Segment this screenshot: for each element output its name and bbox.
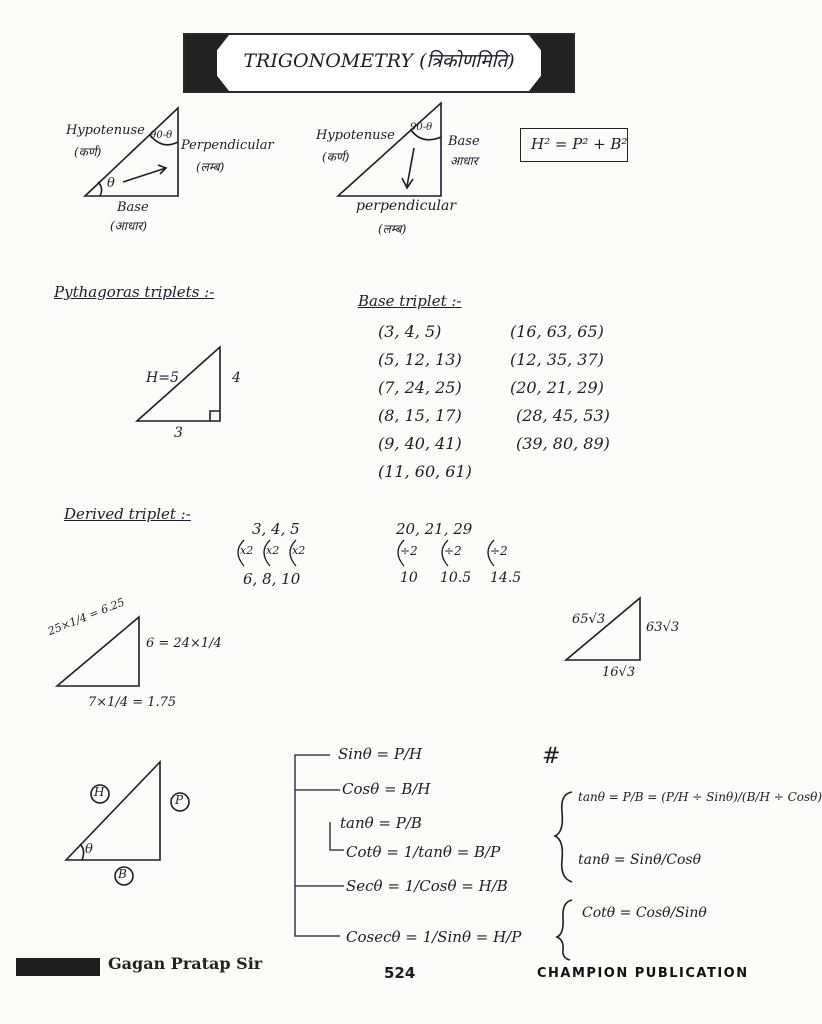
ratio-sec: Secθ = 1/Cosθ = H/B [346, 877, 508, 895]
triangle-2 [338, 103, 441, 196]
tri2-perpendicular-label: perpendicular [356, 198, 457, 214]
pythagoras-h-label: H=5 [146, 370, 179, 386]
publisher-name: CHAMPION PUBLICATION [537, 966, 749, 981]
derived-set2-op-0: ÷2 [400, 544, 418, 558]
tri1-base-label: Base [117, 200, 149, 215]
ratio-cot: Cotθ = 1/tanθ = B/P [346, 843, 501, 861]
tri1-angle-label: 90-θ [150, 130, 173, 141]
page-title: TRIGONOMETRY (त्रिकोणमिति) [243, 50, 515, 72]
derived-heading: Derived triplet :- [64, 505, 191, 523]
base-triplet-right-4: (39, 80, 89) [516, 434, 610, 453]
root-perp-label: 63√3 [646, 620, 680, 635]
scaled-perp-label: 6 = 24×1/4 [146, 636, 222, 651]
tri1-theta: θ [107, 176, 115, 191]
tri1-hypotenuse-hindi: (कर्ण) [74, 145, 102, 159]
base-triplet-left-1: (5, 12, 13) [378, 350, 462, 369]
pythagoras-formula: H² = P² + B² [531, 135, 628, 153]
base-triplet-left-2: (7, 24, 25) [378, 378, 462, 397]
root-triangle [566, 598, 640, 660]
ratio-triangle [66, 762, 189, 885]
root-hyp-label: 65√3 [572, 612, 606, 627]
derived-set2-bottom-2: 14.5 [490, 570, 522, 586]
pythagoras-b-label: 3 [174, 425, 183, 441]
tri2-perpendicular-hindi: (लम्ब) [378, 222, 407, 236]
tri2-angle-label: 90-θ [410, 122, 433, 133]
ratio-sin: Sinθ = P/H [338, 745, 423, 763]
tri1-perpendicular-hindi: (लम्ब) [196, 160, 225, 174]
derived-set2-top: 20, 21, 29 [396, 520, 473, 538]
pythagoras-formula-box [520, 128, 628, 162]
ratio-cosec: Cosecθ = 1/Sinθ = H/P [346, 928, 522, 946]
ratio-b-label: B [118, 867, 127, 881]
tri2-base-hindi: आधार [450, 154, 478, 168]
identity-braces [555, 792, 572, 960]
ratio-cos: Cosθ = B/H [342, 780, 431, 798]
tri1-perpendicular-label: Perpendicular [181, 138, 274, 153]
ratio-h-label: H [94, 785, 105, 799]
pythagoras-p-label: 4 [232, 370, 241, 386]
base-triplet-left-0: (3, 4, 5) [378, 322, 442, 341]
base-triplet-left-5: (11, 60, 61) [378, 462, 472, 481]
identity-cot: Cotθ = Cosθ/Sinθ [582, 905, 707, 921]
derived-set1-op-0: x2 [240, 544, 254, 557]
footer-bar [16, 958, 100, 976]
tri1-hypotenuse-label: Hypotenuse [66, 123, 145, 138]
root-base-label: 16√3 [602, 665, 636, 680]
tri2-hypotenuse-label: Hypotenuse [316, 128, 395, 143]
ratio-theta: θ [85, 842, 93, 857]
derived-set2-bottom-1: 10.5 [440, 570, 472, 586]
tri2-hypotenuse-hindi: (कर्ण) [322, 150, 350, 164]
identity-tan-2: tanθ = Sinθ/Cosθ [578, 852, 702, 868]
derived-set2-bottom-0: 10 [400, 570, 418, 586]
tri1-base-hindi: (आधार) [110, 219, 148, 233]
ratio-connectors [295, 755, 344, 936]
derived-set1-top: 3, 4, 5 [252, 520, 300, 538]
hash-marker: # [542, 744, 561, 769]
base-triplet-heading: Base triplet :- [358, 292, 462, 310]
scaled-base-label: 7×1/4 = 1.75 [88, 695, 177, 710]
ratio-p-label: P [175, 793, 184, 807]
derived-set2-op-2: ÷2 [490, 544, 508, 558]
derived-set1-op-1: x2 [266, 544, 280, 557]
base-triplet-right-0: (16, 63, 65) [510, 322, 604, 341]
footer-author: Gagan Pratap Sir [108, 954, 263, 973]
base-triplet-left-4: (9, 40, 41) [378, 434, 462, 453]
base-triplet-right-2: (20, 21, 29) [510, 378, 604, 397]
tri2-base-label: Base [448, 134, 480, 149]
page-number: 524 [384, 964, 416, 982]
identity-tan-1: tanθ = P/B = (P/H ÷ Sinθ)/(B/H ÷ Cosθ) [578, 790, 822, 804]
pythagoras-heading: Pythagoras triplets :- [54, 283, 215, 301]
derived-set1-op-2: x2 [292, 544, 306, 557]
base-triplet-left-3: (8, 15, 17) [378, 406, 462, 425]
derived-set1-bottom: 6, 8, 10 [243, 570, 301, 588]
ratio-tan: tanθ = P/B [340, 814, 422, 832]
base-triplet-right-3: (28, 45, 53) [516, 406, 610, 425]
derived-set2-op-1: ÷2 [444, 544, 462, 558]
scaled-hyp-label: 25×1/4 = 6.25 [46, 595, 127, 639]
base-triplet-right-1: (12, 35, 37) [510, 350, 604, 369]
